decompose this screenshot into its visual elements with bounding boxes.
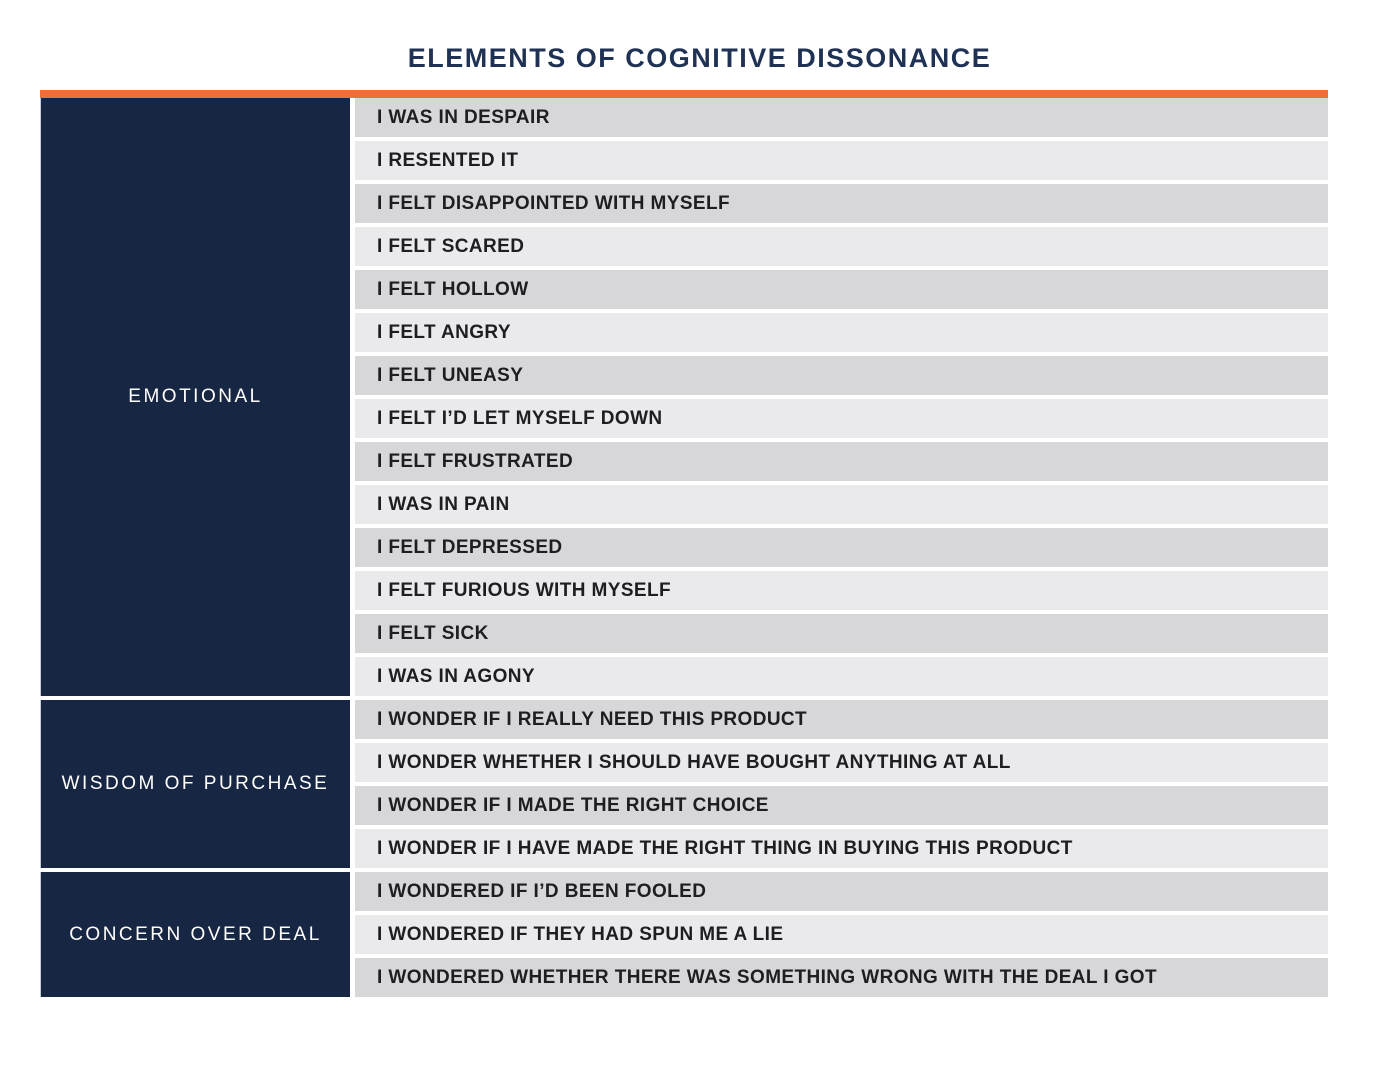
- table-row: I WONDER IF I REALLY NEED THIS PRODUCT: [355, 700, 1328, 739]
- table-row: I WONDERED WHETHER THERE WAS SOMETHING WRONG WITH THE DEAL I GOT: [355, 958, 1328, 997]
- table-row: I FELT ANGRY: [355, 313, 1328, 352]
- table-row: I WONDERED IF I’D BEEN FOOLED: [355, 872, 1328, 911]
- table-row: I FELT SICK: [355, 614, 1328, 653]
- category-label: WISDOM OF PURCHASE: [40, 700, 350, 868]
- table-row: I FELT SCARED: [355, 227, 1328, 266]
- cognitive-dissonance-table: [40, 90, 1328, 997]
- category-label: CONCERN OVER DEAL: [40, 872, 350, 997]
- page-title: ELEMENTS OF COGNITIVE DISSONANCE: [407, 43, 992, 73]
- table-row: I FELT FURIOUS WITH MYSELF: [355, 571, 1328, 610]
- table-row: I FELT DEPRESSED: [355, 528, 1328, 567]
- table-row: I WAS IN PAIN: [355, 485, 1328, 524]
- table-row: I WAS IN DESPAIR: [355, 98, 1328, 137]
- accent-top-border: [40, 90, 1328, 98]
- table-row: I WONDER IF I HAVE MADE THE RIGHT THING IN BUYING THIS PRODUCT: [355, 829, 1328, 868]
- section-emotional: [40, 98, 1328, 696]
- table-row: I FELT HOLLOW: [355, 270, 1328, 309]
- table-row: I RESENTED IT: [355, 141, 1328, 180]
- table-row: I WONDER IF I MADE THE RIGHT CHOICE: [355, 786, 1328, 825]
- table-row: I FELT UNEASY: [355, 356, 1328, 395]
- table-row: I WONDERED IF THEY HAD SPUN ME A LIE: [355, 915, 1328, 954]
- section-rows: [355, 872, 1328, 997]
- section-wisdom-of-purchase: [40, 700, 1328, 868]
- table-row: I FELT FRUSTRATED: [355, 442, 1328, 481]
- table-body: [40, 98, 1328, 997]
- section-rows: [355, 700, 1328, 868]
- table-row: I FELT DISAPPOINTED WITH MYSELF: [355, 184, 1328, 223]
- table-row: I WONDER WHETHER I SHOULD HAVE BOUGHT ANYTHING AT ALL: [355, 743, 1328, 782]
- table-row: I FELT I’D LET MYSELF DOWN: [355, 399, 1328, 438]
- section-concern-over-deal: [40, 872, 1328, 997]
- table-row: I WAS IN AGONY: [355, 657, 1328, 696]
- category-label: EMOTIONAL: [40, 98, 350, 696]
- section-rows: [355, 98, 1328, 696]
